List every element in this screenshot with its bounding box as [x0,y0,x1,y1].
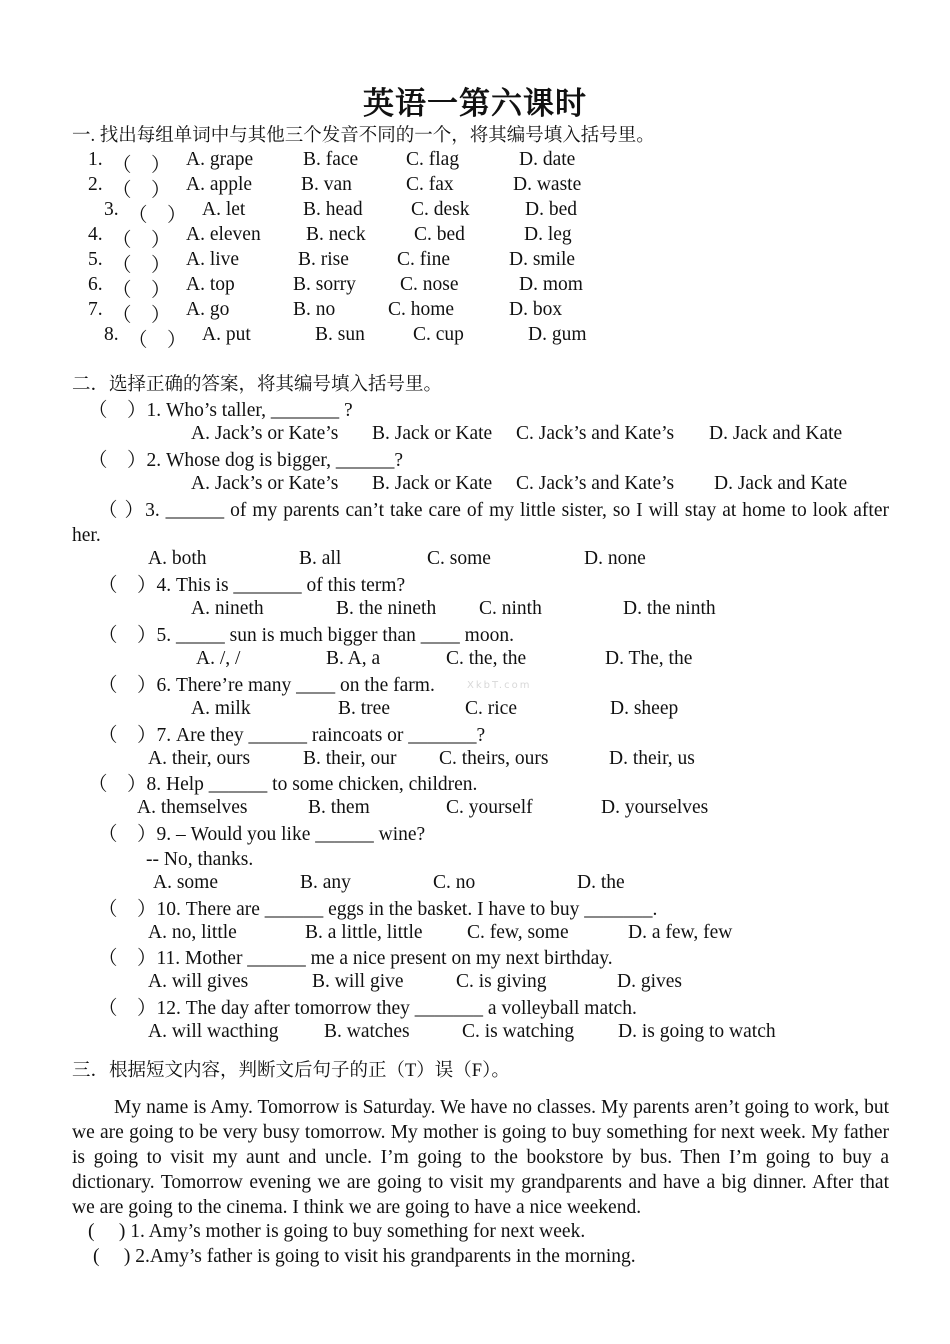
option-a: A. no, little [148,922,237,943]
option-c: C. is watching [462,1021,575,1042]
option-a: A. apple [186,174,253,195]
option-a: A. milk [191,698,251,719]
item-number: 8. [104,324,119,345]
option-a: A. put [202,324,251,345]
option-a: A. nineth [191,598,264,619]
option-d: D. The, the [605,648,693,669]
option-a: A. will gives [148,971,249,992]
option-d: D. bed [525,199,577,220]
option-c: C. Jack’s and Kate’s [516,423,675,444]
option-c: C. some [427,548,491,569]
page-title: 英语一第六课时 [363,86,587,122]
option-a: A. /, / [196,648,241,669]
option-c: C. home [388,299,455,320]
answer-bracket[interactable]: （ ） [112,180,171,201]
option-b: B. sun [315,324,365,345]
option-d: D. mom [519,274,583,295]
answer-bracket[interactable]: （ ） [112,230,171,251]
option-c: C. flag [406,149,460,170]
option-b: B. no [293,299,336,320]
option-b: B. will give [312,971,404,992]
option-d: D. date [519,149,576,170]
question-5: （ ）5. _____ sun is much bigger than ____ moon. [98,625,514,646]
option-d: D. the ninth [623,598,716,619]
question-11: （ ）11. Mother ______ me a nice present on my next birthday. [98,948,613,969]
option-b: B. a little, little [305,922,423,943]
option-a: A. grape [186,149,254,170]
option-d: D. yourselves [601,797,709,818]
item-number: 3. [104,199,119,220]
option-a: A. live [186,249,240,270]
option-b: B. neck [306,224,366,245]
option-b: B. them [308,797,370,818]
question-8: （ ）8. Help ______ to some chicken, children. [88,774,478,795]
item-number: 6. [88,274,103,295]
option-a: A. let [202,199,246,220]
option-d: D. leg [524,224,572,245]
judgment-1: ( ) 1. Amy’s mother is going to buy something for next week. [88,1221,586,1242]
option-c: C. yourself [446,797,533,818]
reading-passage: My name is Amy. Tomorrow is Saturday. We have no classes. My parents aren’t going to work, but we are going to be very busy tomorrow. My mother is going to buy something for next week. My father is going to visit my aunt and uncle. I’m going to the bookstore by bus. Then I’m going to buy a dictionary. Tomorrow evening we are going to visit my grandparents and have a big dinner. After that we are going to the cinema. I think we are going to have a nice weekend. [72,1097,889,1218]
question-1: （ ）1. Who’s taller, _______ ? [88,400,353,421]
question-6: （ ）6. There’re many ____ on the farm. [98,675,435,696]
option-d: D. box [509,299,563,320]
answer-bracket[interactable]: （ ） [112,255,171,276]
option-c: C. fax [406,174,454,195]
watermark: XkbT.com [467,680,532,691]
option-c: C. rice [465,698,517,719]
option-d: D. Jack and Kate [709,423,843,444]
judgment-2: ( ) 2.Amy’s father is going to visit his grandparents in the morning. [93,1246,636,1267]
option-a: A. their, ours [148,748,251,769]
option-d: D. Jack and Kate [714,473,848,494]
option-a: A. themselves [137,797,248,818]
option-c: C. theirs, ours [439,748,549,769]
option-a: A. both [148,548,207,569]
option-d: D. a few, few [628,922,733,943]
question-9-reply: -- No, thanks. [146,849,254,870]
option-a: A. some [153,872,218,893]
option-b: B. head [303,199,363,220]
question-9: （ ）9. – Would you like ______ wine? [98,824,426,845]
option-b: B. A, a [326,648,381,669]
option-c: C. desk [411,199,470,220]
question-3: （ ）3. ______ of my parents can’t take care of my little sister, so I will stay at home to look after her. [72,500,889,546]
option-d: D. sheep [610,698,679,719]
answer-bracket[interactable]: （ ） [128,330,187,351]
answer-bracket[interactable]: （ ） [112,280,171,301]
option-b: B. sorry [293,274,356,295]
option-b: B. Jack or Kate [372,473,493,494]
option-d: D. gum [528,324,587,345]
option-c: C. cup [413,324,464,345]
item-number: 7. [88,299,103,320]
option-b: B. all [299,548,342,569]
option-b: B. van [301,174,352,195]
question-12: （ ）12. The day after tomorrow they _______ a volleyball match. [98,998,637,1019]
answer-bracket[interactable]: （ ） [112,155,171,176]
answer-bracket[interactable]: （ ） [112,305,171,326]
option-d: D. their, us [609,748,695,769]
option-d: D. is going to watch [618,1021,776,1042]
option-b: B. Jack or Kate [372,423,493,444]
option-b: B. any [300,872,351,893]
option-d: D. waste [513,174,582,195]
option-a: A. eleven [186,224,261,245]
option-d: D. the [577,872,625,893]
option-a: A. top [186,274,235,295]
question-2: （ ）2. Whose dog is bigger, ______? [88,450,403,471]
item-number: 5. [88,249,103,270]
section1-heading: 一. 找出每组单词中与其他三个发音不同的一个，将其编号填入括号里。 [72,126,655,146]
option-b: B. watches [324,1021,410,1042]
answer-bracket[interactable]: （ ） [128,205,187,226]
option-a: A. Jack’s or Kate’s [191,473,339,494]
option-a: A. will wacthing [148,1021,279,1042]
option-d: D. smile [509,249,576,270]
option-b: B. the nineth [336,598,437,619]
option-d: D. gives [617,971,682,992]
option-c: C. Jack’s and Kate’s [516,473,675,494]
option-b: B. face [303,149,359,170]
option-c: C. bed [414,224,465,245]
item-number: 4. [88,224,103,245]
question-7: （ ）7. Are they ______ raincoats or _______? [98,725,486,746]
option-c: C. few, some [467,922,569,943]
option-c: C. the, the [446,648,527,669]
option-b: B. rise [298,249,349,270]
question-4: （ ）4. This is _______ of this term? [98,575,406,596]
option-c: C. nose [400,274,459,295]
option-a: A. Jack’s or Kate’s [191,423,339,444]
item-number: 1. [88,149,103,170]
option-d: D. none [584,548,646,569]
section2-heading: 二．选择正确的答案，将其编号填入括号里。 [72,375,443,395]
option-c: C. fine [397,249,451,270]
section3-heading: 三．根据短文内容，判断文后句子的正（T）误（F）。 [72,1061,510,1081]
option-b: B. tree [338,698,390,719]
item-number: 2. [88,174,103,195]
option-c: C. no [433,872,476,893]
option-c: C. ninth [479,598,542,619]
question-10: （ ）10. There are ______ eggs in the basket. I have to buy _______. [98,899,658,920]
option-a: A. go [186,299,230,320]
option-c: C. is giving [456,971,547,992]
option-b: B. their, our [303,748,397,769]
